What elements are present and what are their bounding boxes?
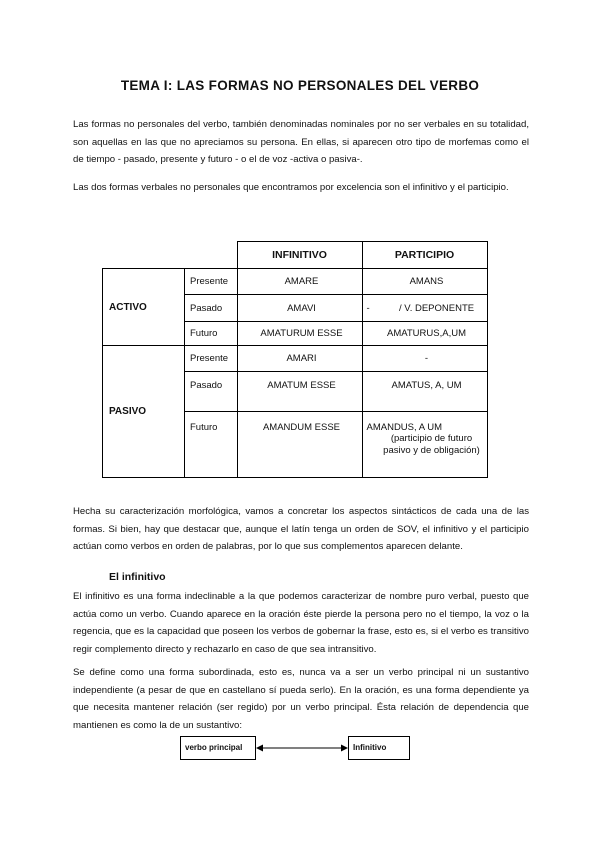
intro-paragraph: Las formas no personales del verbo, también denominadas nominales por no ser verbales en su totalidad, son aquellas en las que no apreciamos su persona. En ellas, si aparecen otro tipo de morfemas como el de tiempo - pasado, presente y futuro - o el de voz -activa o pasiva-.	[73, 119, 529, 165]
participio-note: (participio de futuro pasivo y de obligación)	[383, 433, 480, 456]
cell-inf-activo-futuro: AMATURUM ESSE	[237, 322, 362, 346]
voice-pasivo: PASIVO	[103, 346, 185, 478]
cell-part-pasivo-futuro	[362, 412, 487, 478]
cell-inf-activo-presente: AMARE	[237, 269, 362, 295]
cell-part-pasivo-presente: -	[362, 346, 487, 372]
double-arrow-icon	[256, 742, 348, 754]
cell-part-activo-presente: AMANS	[362, 269, 487, 295]
verb-forms-table	[102, 241, 488, 478]
col-header-infinitivo: INFINITIVO	[237, 242, 362, 269]
forms-paragraph: Las dos formas verbales no personales que encontramos por excelencia son el infinitivo y el participio.	[73, 182, 509, 193]
infinitivo-box: Infinitivo	[348, 736, 410, 760]
tense-futuro: Futuro	[185, 412, 238, 478]
tense-presente: Presente	[185, 269, 238, 295]
deponente-label: / V. DEPONENTE	[398, 302, 475, 314]
cell-part-pasivo-pasado: AMATUS, A, UM	[362, 372, 487, 412]
verbo-principal-box: verbo principal	[180, 736, 256, 760]
cell-inf-activo-pasado: AMAVI	[237, 295, 362, 322]
cell-part-activo-pasado	[362, 295, 487, 322]
section-heading-infinitivo: El infinitivo	[109, 571, 166, 583]
tense-pasado: Pasado	[185, 295, 238, 322]
cell-part-activo-futuro: AMATURUS,A,UM	[362, 322, 487, 346]
dash: -	[366, 302, 370, 314]
infinitivo-paragraph: El infinitivo es una forma indeclinable a la que podemos caracterizar de nombre puro verbal, puesto que actúa como un verbo. Cuando aparece en la oración éste pierde la persona pero no el tiempo, la voz o la regencia, que es la capacidad que poseen los verbos de gobernar la frase, esto es, si el verbo es transitivo regir complemento directo y rechazarlo en caso de que sea intransitivo.	[73, 591, 529, 655]
page-title: TEMA I: LAS FORMAS NO PERSONALES DEL VERBO	[120, 78, 480, 93]
col-header-participio: PARTICIPIO	[362, 242, 487, 269]
amandus-label: AMANDUS, A UM	[366, 422, 442, 433]
cell-inf-pasivo-futuro: AMANDUM ESSE	[237, 412, 362, 478]
cell-inf-pasivo-pasado: AMATUM ESSE	[237, 372, 362, 412]
voice-activo: ACTIVO	[103, 269, 185, 346]
subordinada-paragraph: Se define como una forma subordinada, esto es, nunca va a ser un verbo principal ni un sustantivo independiente (a pesar de que en castellano sí pueda serlo). En la oración, es una forma dependiente ya que necesita mantener relación (ser regido) por un verbo principal. Ésta relación de dependencia que mantienen es como la de un sustantivo:	[73, 667, 529, 731]
tense-pasado: Pasado	[185, 372, 238, 412]
tense-futuro: Futuro	[185, 322, 238, 346]
tense-presente: Presente	[185, 346, 238, 372]
syntax-paragraph: Hecha su caracterización morfológica, vamos a concretar los aspectos sintácticos de cada una de las formas. Si bien, hay que destacar que, aunque el latín tenga un orden de SOV, el infinitivo y el participio actúan como verbos en orden de palabras, por lo que sus complementos aparecen delante.	[73, 506, 529, 552]
cell-inf-pasivo-presente: AMARI	[237, 346, 362, 372]
